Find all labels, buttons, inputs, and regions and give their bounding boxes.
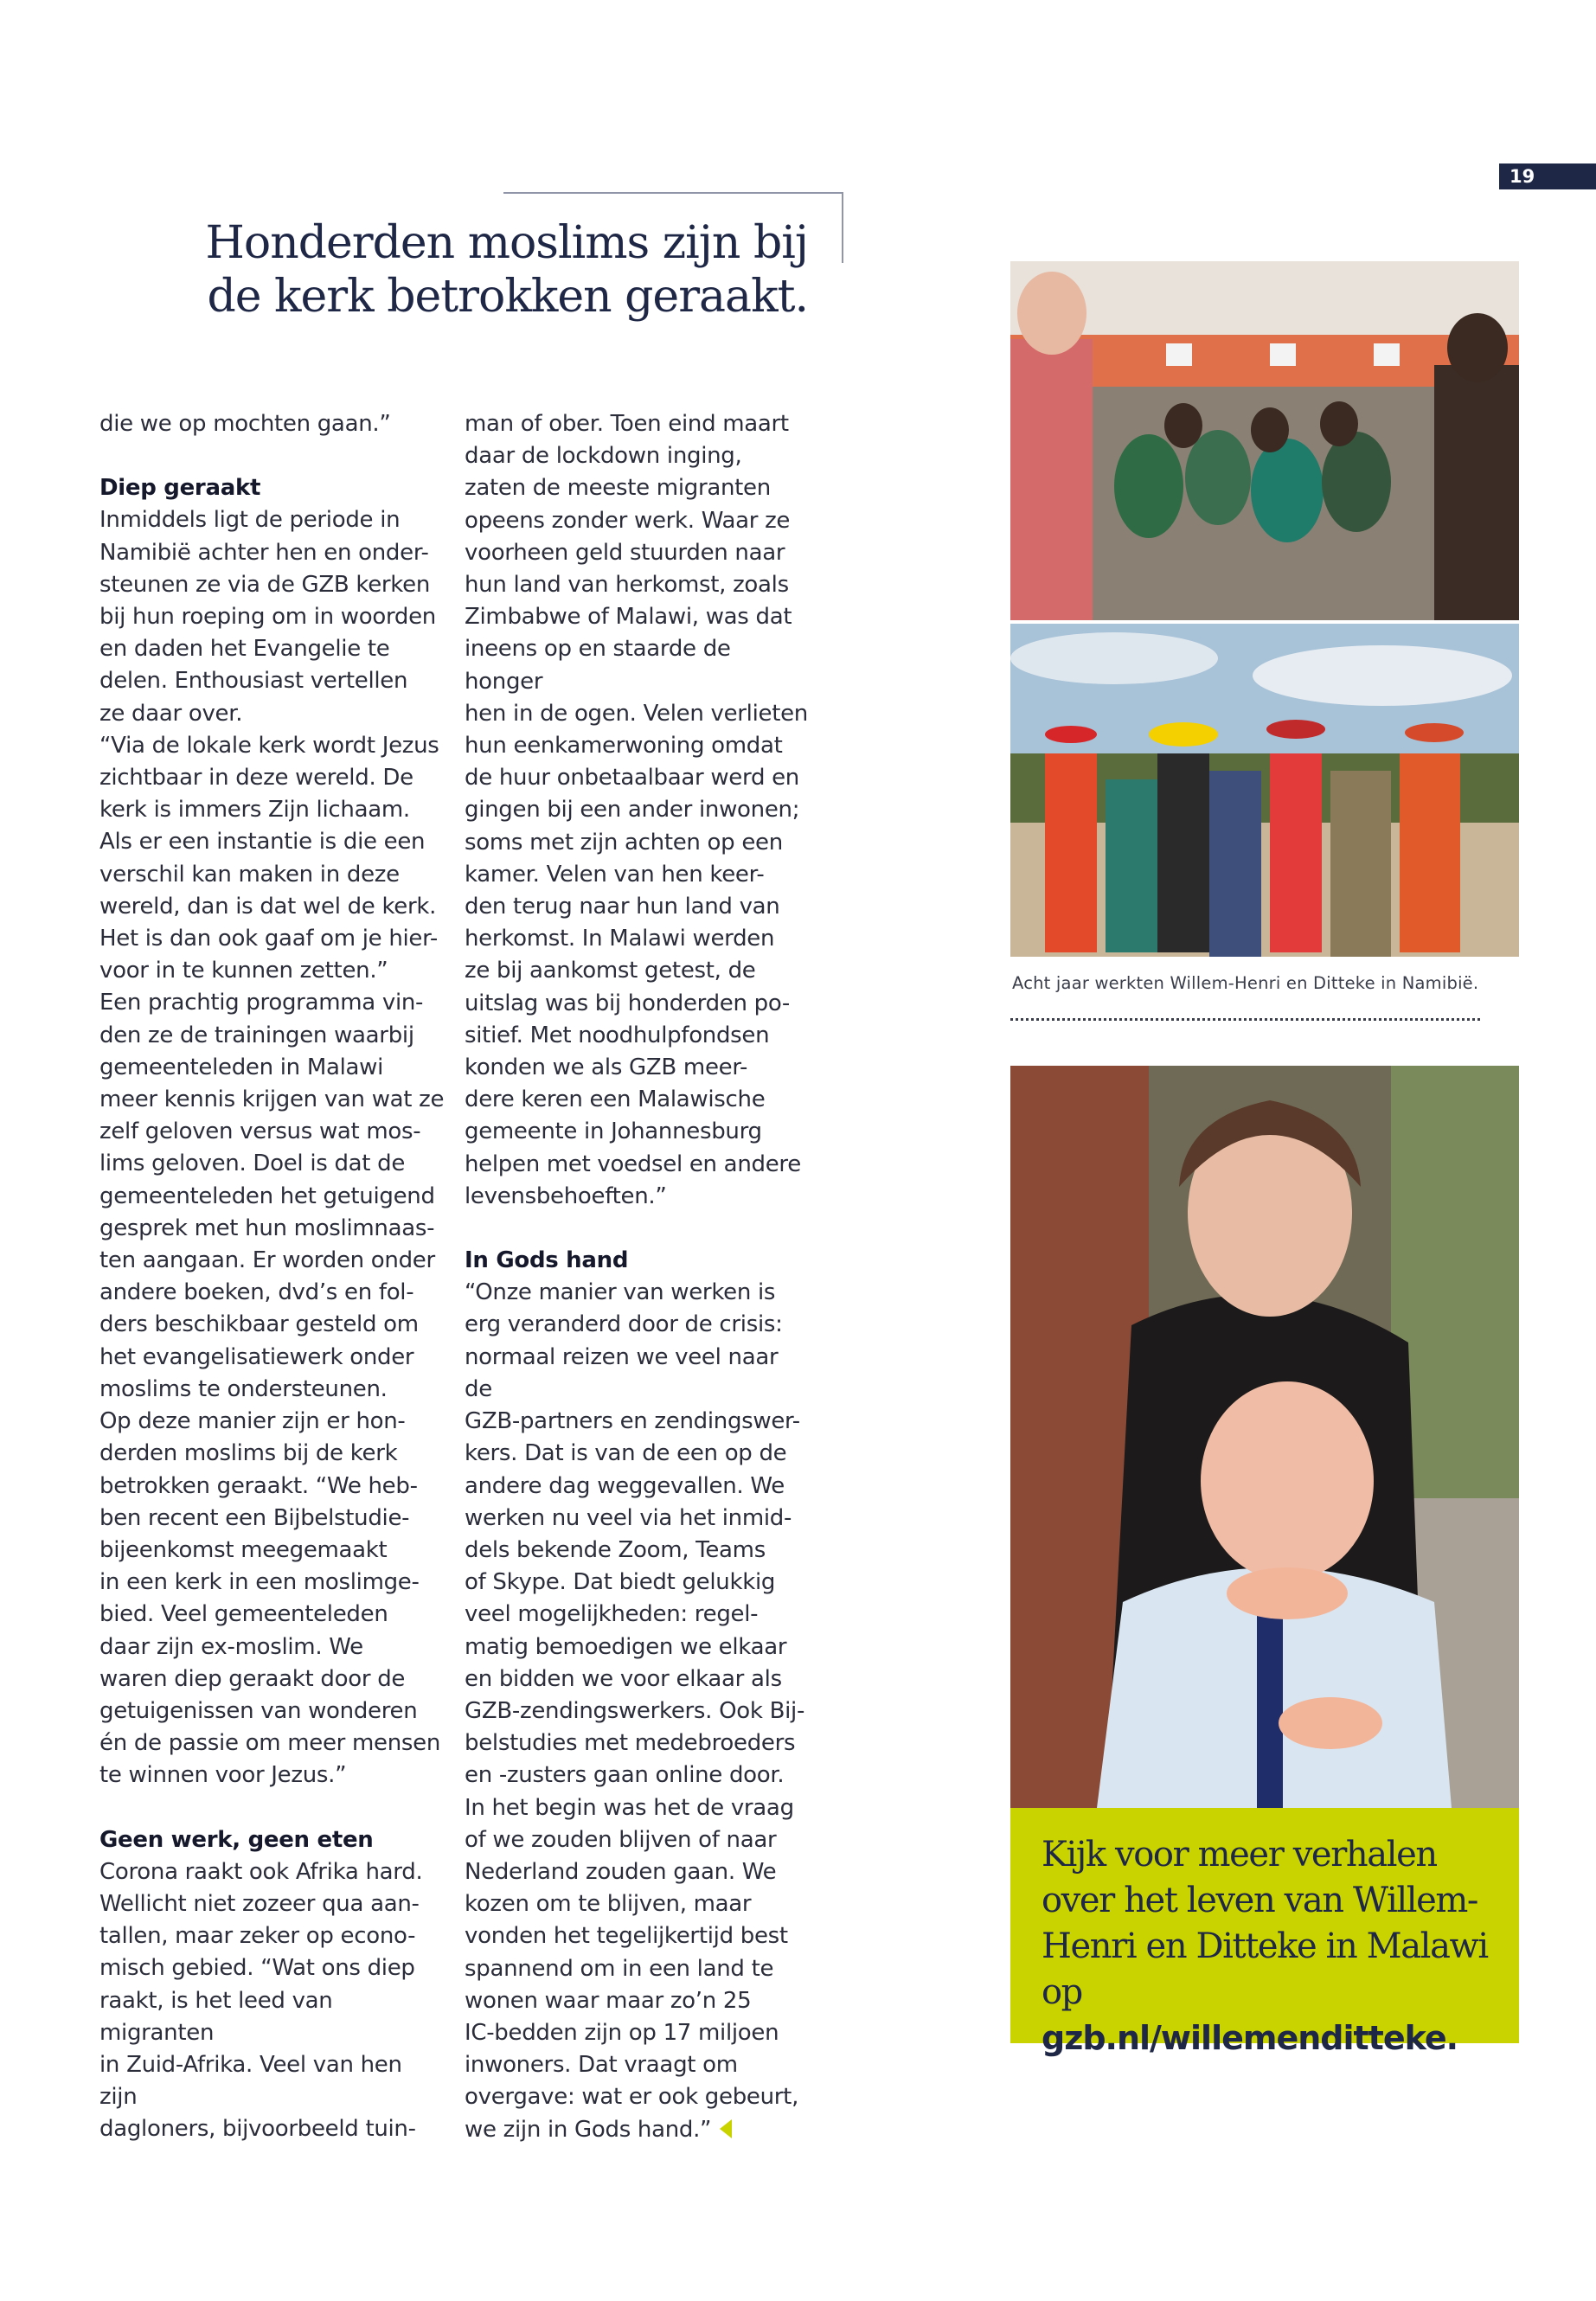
- heading-diep-geraakt: Diep geraakt: [99, 475, 261, 502]
- pullquote: [138, 216, 808, 324]
- pullquote-rule-top: [503, 192, 843, 194]
- column1-paragraph-2: Corona raakt ook Afrika hard. Wellicht niet zozeer qua aan- tallen, maar zeker op econo- misch gebied. “Wat ons diep raakt, is het leed van migranten in Zuid-Afrika. Veel van hen zijn dagloners, bijvoorbeeld tuin-: [99, 1858, 423, 2143]
- column2-paragraph-2-text: “Onze manier van werken is erg veranderd door de crisis: normaal reizen we veel naar de GZB-partners en zendingswer- kers. Dat is van de een op de andere dag weggevallen. We werken nu veel via het inmid- dels bekende Zoom, Teams of Skype. Dat biedt gelukkig veel mogelijkheden: regel- matig bemoedigen we elkaar en bidden we voor elkaar als GZB-zendingswerkers. Ook Bij- belstudies met medebroeders en -zusters gaan online door. In het begin was het de vraag of we zouden blijven of naar Nederland zouden gaan. We kozen om te blijven, maar vonden het tegelijkertijd best spannend om in een land te wonen waar maar zo’n 25 IC-bedden zijn op 17 miljoen inwoners. Dat vraagt om overgave: wat er ook gebeurt, we zijn in Gods hand.”: [465, 1279, 805, 2143]
- article-column-1: [99, 408, 445, 2146]
- end-of-article-icon: [720, 2119, 732, 2138]
- photo-training-session: [1010, 261, 1519, 620]
- cta-text: Kijk voor meer verhalen over het leven van Willem-Henri en Ditteke in Malawi op: [1042, 1835, 1488, 2012]
- pullquote-line-1: Honderden moslims zijn bij: [205, 217, 808, 269]
- article-column-2: [465, 408, 811, 2146]
- column2-paragraph-2: [465, 1277, 811, 2145]
- page-number: 19: [1499, 163, 1596, 189]
- photo-group-namibia: [1010, 624, 1519, 957]
- cta-link[interactable]: gzb.nl/willemenditteke.: [1042, 2019, 1458, 2057]
- photo-caption: Acht jaar werkten Willem-Henri en Ditteke in Namibië.: [1012, 973, 1479, 993]
- photo-group-namibia-image: [1010, 624, 1519, 957]
- column1-paragraph-1: Inmiddels ligt de periode in Namibië achter hen en onder- steunen ze via de GZB kerken bij hun roeping om in woorden en daden het Evangelie te delen. Enthousiast vertellen ze daar over. “Via de lokale kerk wordt Jezus zichtbaar in deze wereld. De kerk is immers Zijn lichaam. Als er een instantie is die een verschil kan maken in deze wereld, dan is dat wel de kerk. Het is dan ook gaaf om je hier- voor in te kunnen zetten.” Een prachtig programma vin- den ze de trainingen waarbij gemeenteleden in Malawi meer kennis krijgen van wat ze zelf geloven versus wat mos- lims geloven. Doel is dat de gemeenteleden het getuigend gesprek met hun moslimnaas- ten aangaan. Er worden onder andere boeken, dvd’s en fol- ders beschikbaar gesteld om het evangelisatiewerk onder moslims te ondersteunen. Op deze manier zijn er hon- derden moslims bij de kerk betrokken geraakt. “We heb- ben recent een Bijbelstudie- bijeenkomst meegemaakt in een kerk in een moslimge- bied. Veel gemeenteleden daar zijn ex-moslim. We waren diep geraakt door de getuigenissen van wonderen én de passie om meer mensen te winnen voor Jezus.”: [99, 507, 445, 1789]
- cta-box: [1010, 1808, 1519, 2057]
- heading-geen-werk: Geen werk, geen eten: [99, 1826, 374, 1853]
- photo-portrait-couple: [1010, 1066, 1519, 1808]
- photo-training-session-image: [1010, 261, 1519, 620]
- caption-divider: [1010, 1018, 1480, 1021]
- pullquote-line-2: de kerk betrokken geraakt.: [207, 271, 808, 323]
- heading-in-gods-hand: In Gods hand: [465, 1247, 629, 1274]
- column1-intro: die we op mochten gaan.”: [99, 411, 391, 437]
- pullquote-rule-side: [842, 192, 843, 263]
- photo-portrait-couple-image: [1010, 1066, 1519, 1808]
- column2-paragraph-1: man of ober. Toen eind maart daar de lockdown inging, zaten de meeste migranten opeens zonder werk. Waar ze voorheen geld stuurden naar hun land van herkomst, zoals Zimbabwe of Malawi, was dat ineens op en staarde de honger hen in de ogen. Velen verlieten hun eenkamerwoning omdat de huur onbetaalbaar werd en gingen bij een ander inwonen; soms met zijn achten op een kamer. Velen van hen keer- den terug naar hun land van herkomst. In Malawi werden ze bij aankomst getest, de uitslag was bij honderden po- sitief. Met noodhulpfondsen konden we als GZB meer- dere keren een Malawische gemeente in Johannesburg helpen met voedsel en andere levensbehoeften.”: [465, 411, 808, 1209]
